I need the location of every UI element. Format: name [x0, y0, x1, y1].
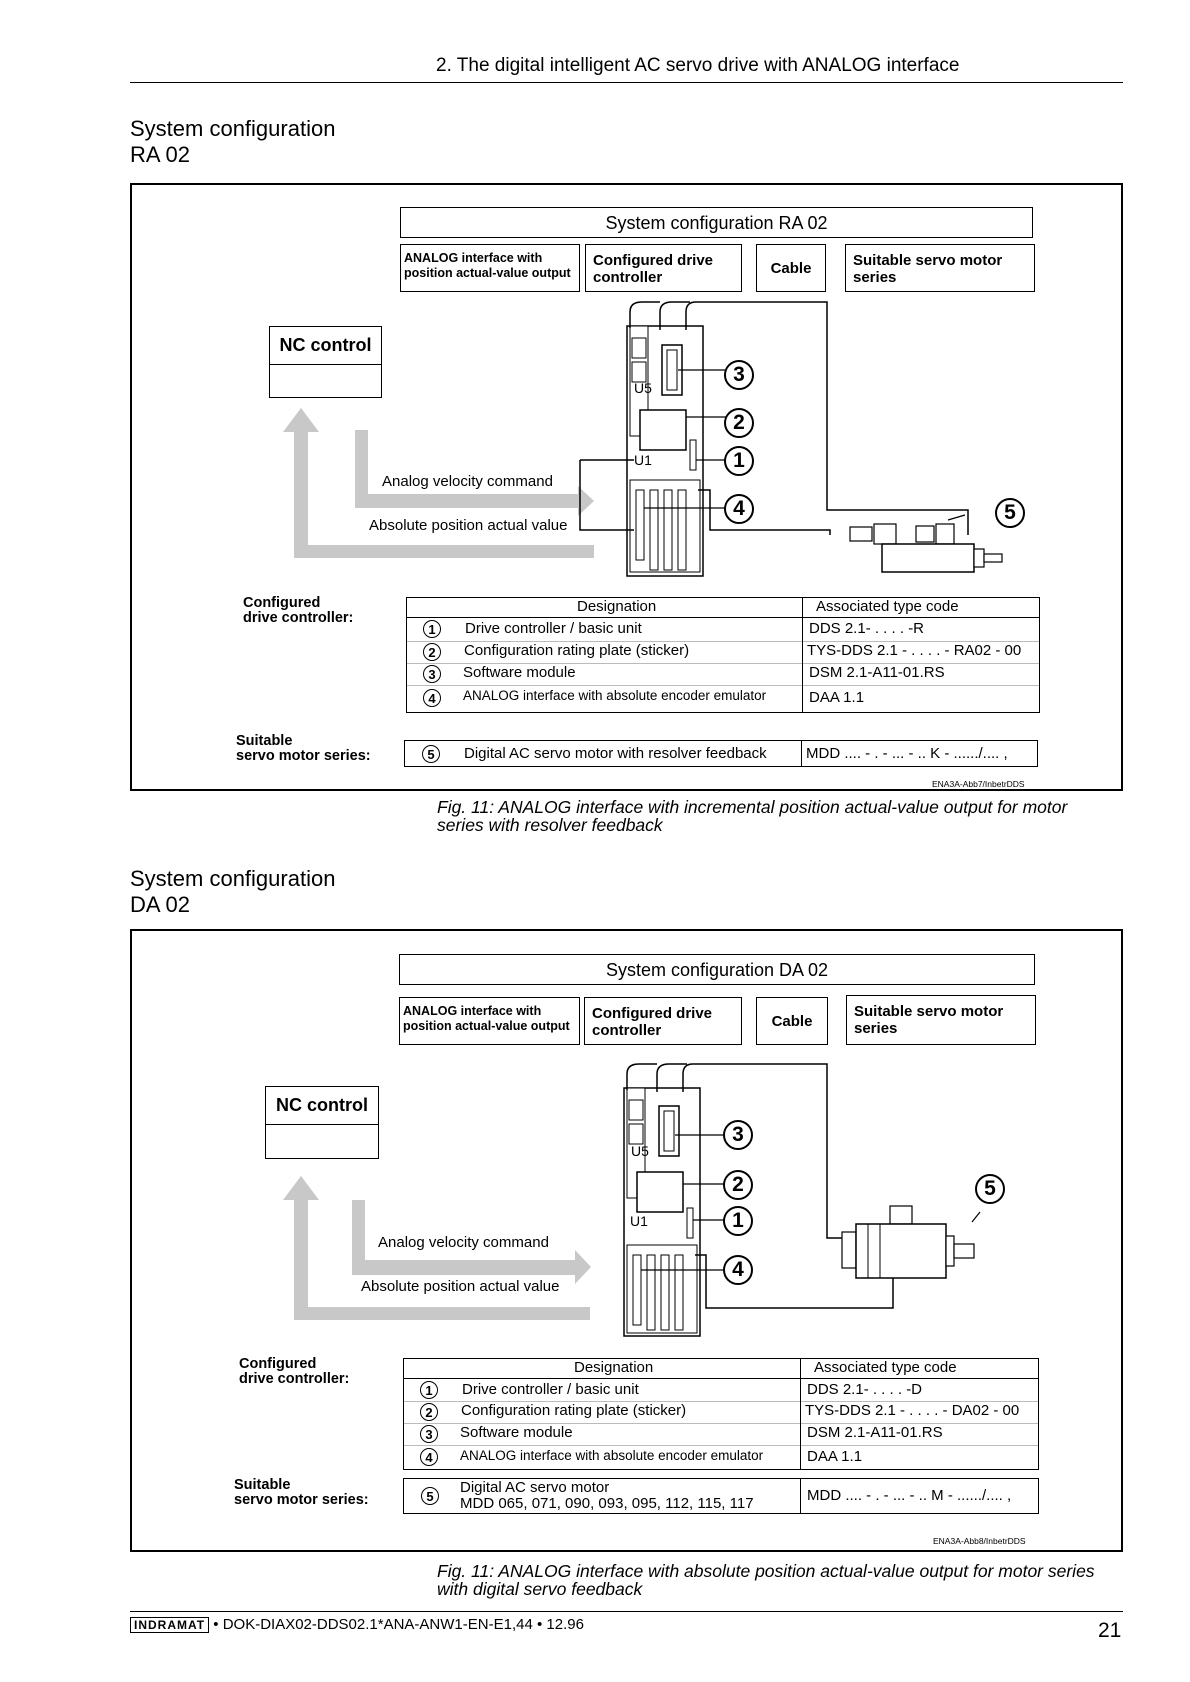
table-row: [404, 1379, 1038, 1402]
suitable-motor-label: [236, 734, 371, 764]
row-type-code: DAA 1.1: [809, 689, 865, 706]
section-title-line2: DA 02: [130, 892, 190, 917]
header-type-code: Associated type code: [816, 598, 959, 615]
configured-label-line1: Configured: [239, 1356, 317, 1372]
figure-caption-ra02: [437, 798, 1117, 834]
section-title-da02: [130, 866, 335, 918]
caption-line1: Fig. 11: ANALOG interface with incremental position actual-value output for motor: [437, 797, 1068, 817]
figure-source-ref: ENA3A-Abb8/InbetrDDS: [933, 1536, 1026, 1546]
analog-velocity-command-label: Analog velocity command: [378, 1234, 549, 1251]
table-row: [404, 1423, 1038, 1446]
row-type-code: TYS-DDS 2.1 - . . . . - DA02 - 00: [805, 1402, 1020, 1419]
column-motor-series: Suitable servo motor series: [845, 244, 1035, 292]
banner-title: System configuration DA 02: [399, 954, 1035, 985]
absolute-position-value-label: Absolute position actual value: [361, 1278, 560, 1295]
row-designation: Configuration rating plate (sticker): [464, 642, 690, 659]
row-type-code: DAA 1.1: [807, 1448, 863, 1465]
indramat-logo: INDRAMAT: [130, 1617, 209, 1633]
motor-table-ra02: [404, 740, 1038, 767]
row-number-badge: 5: [422, 745, 440, 763]
motor-type-code: MDD .... - . - ... - .. M - ....../.... ,: [807, 1487, 1012, 1504]
row-designation: Software module: [463, 664, 576, 681]
designation-table-ra02: [406, 597, 1040, 713]
row-designation: Drive controller / basic unit: [462, 1381, 639, 1398]
callout-3: 3: [724, 360, 754, 390]
caption-line1: Fig. 11: ANALOG interface with absolute position actual-value output for motor series: [437, 1561, 1095, 1581]
column-cable: Cable: [756, 997, 828, 1045]
servo-motor: [856, 1224, 946, 1278]
system-diagram-da02: [130, 1050, 1123, 1345]
rating-plate-sticker: [637, 1172, 683, 1212]
table-row: [404, 1445, 1038, 1469]
resolver-motor: [882, 544, 974, 572]
configured-controller-label: [239, 1357, 349, 1387]
rating-plate-sticker: [640, 410, 686, 450]
motor-table-da02: [403, 1478, 1039, 1514]
row-number-badge: 2: [423, 643, 441, 661]
row-number-badge: 1: [420, 1381, 438, 1399]
header-designation: Designation: [577, 598, 657, 615]
column-analog-interface: ANALOG interface with position actual-value output: [399, 997, 580, 1045]
module-label-u5: U5: [631, 1143, 649, 1159]
callout-2: 2: [724, 408, 754, 438]
section-title-line2: RA 02: [130, 142, 190, 167]
row-number-badge: 4: [420, 1448, 438, 1466]
callout-4: 4: [723, 1255, 753, 1285]
column-analog-interface: ANALOG interface with position actual-value output: [400, 244, 580, 292]
row-type-code: DSM 2.1-A11-01.RS: [807, 1424, 943, 1441]
row-type-code: DDS 2.1- . . . . -D: [807, 1381, 923, 1398]
analog-velocity-command-label: Analog velocity command: [382, 473, 553, 490]
nc-control-label: NC control: [266, 1087, 378, 1125]
table-column-divider: [801, 741, 802, 766]
callout-4: 4: [724, 494, 754, 524]
caption-line2: with digital servo feedback: [437, 1579, 643, 1599]
section-title-ra02: [130, 116, 335, 168]
document-reference: • DOK-DIAX02-DDS02.1*ANA-ANW1-EN-E1,44 • 12.96: [213, 1616, 584, 1633]
header-designation: Designation: [574, 1359, 654, 1376]
suitable-label-line1: Suitable: [234, 1477, 291, 1493]
motor-designation: [460, 1480, 754, 1512]
table-row: [407, 685, 1039, 711]
feedback-arrowhead: [283, 1176, 319, 1200]
module-label-u5: U5: [634, 380, 652, 396]
footer: [130, 1616, 584, 1633]
row-type-code: TYS-DDS 2.1 - . . . . - RA02 - 00: [807, 642, 1022, 659]
row-designation: ANALOG interface with absolute encoder emulator: [463, 688, 767, 703]
column-drive-controller: Configured drive controller: [585, 244, 742, 292]
banner-title: System configuration RA 02: [400, 207, 1033, 238]
nc-control-label: NC control: [270, 327, 381, 365]
suitable-label-line1: Suitable: [236, 733, 293, 749]
figure-caption-da02: [437, 1562, 1117, 1598]
row-type-code: DSM 2.1-A11-01.RS: [809, 664, 945, 681]
configured-label-line2: drive controller:: [239, 1371, 350, 1387]
table-row: [404, 1401, 1038, 1424]
table-row: [407, 618, 1039, 642]
row-designation: ANALOG interface with absolute encoder emulator: [460, 1448, 764, 1463]
running-header: 2. The digital intelligent AC servo drive with ANALOG interface: [436, 55, 960, 76]
callout-5: 5: [975, 1174, 1005, 1204]
row-designation: Software module: [460, 1424, 573, 1441]
section-title-line1: System configuration: [130, 116, 336, 141]
module-label-u1: U1: [634, 452, 652, 468]
callout-5: 5: [995, 498, 1025, 528]
motor-designation: Digital AC servo motor with resolver feedback: [464, 745, 767, 762]
motor-designation-line1: Digital AC servo motor: [460, 1479, 610, 1496]
table-row: [407, 663, 1039, 686]
suitable-motor-label: [234, 1478, 369, 1508]
callout-2: 2: [723, 1170, 753, 1200]
row-designation: Drive controller / basic unit: [465, 620, 642, 637]
motor-type-code: MDD .... - . - ... - .. K - ....../.... ,: [806, 745, 1008, 762]
system-diagram-ra02: [130, 290, 1123, 585]
section-title-line1: System configuration: [130, 866, 336, 891]
column-motor-series: Suitable servo motor series: [846, 995, 1036, 1045]
table-column-divider: [802, 598, 803, 712]
callout-1: 1: [724, 446, 754, 476]
configured-label-line1: Configured: [243, 595, 321, 611]
row-type-code: DDS 2.1- . . . . -R: [809, 620, 925, 637]
page-number: 21: [1098, 1619, 1122, 1642]
table-column-divider: [800, 1359, 801, 1469]
configured-label-line2: drive controller:: [243, 610, 354, 626]
row-number-badge: 5: [421, 1487, 439, 1505]
table-header-row: [407, 598, 1039, 618]
absolute-position-value-label: Absolute position actual value: [369, 517, 568, 534]
suitable-label-line2: servo motor series:: [234, 1492, 369, 1508]
callout-3: 3: [723, 1120, 753, 1150]
table-column-divider: [800, 1479, 801, 1513]
feedback-cable: [698, 490, 830, 535]
table-row: [407, 641, 1039, 664]
row-number-badge: 4: [423, 689, 441, 707]
row-number-badge: 1: [423, 620, 441, 638]
header-type-code: Associated type code: [814, 1359, 957, 1376]
row-number-badge: 3: [420, 1425, 438, 1443]
configured-controller-label: [243, 596, 353, 626]
column-cable: Cable: [756, 244, 826, 292]
table-header-row: [404, 1359, 1038, 1379]
motor-cable: [683, 1064, 842, 1238]
column-drive-controller: Configured drive controller: [584, 997, 742, 1045]
motor-designation-line2: MDD 065, 071, 090, 093, 095, 112, 115, 117: [460, 1495, 754, 1512]
suitable-label-line2: servo motor series:: [236, 748, 371, 764]
designation-table-da02: [403, 1358, 1039, 1470]
header-rule: [130, 82, 1123, 83]
feedback-arrowhead: [283, 408, 319, 432]
footer-rule: [130, 1611, 1123, 1612]
module-label-u1: U1: [630, 1213, 648, 1229]
caption-line2: series with resolver feedback: [437, 815, 663, 835]
figure-source-ref: ENA3A-Abb7/InbetrDDS: [932, 779, 1025, 789]
row-number-badge: 3: [423, 665, 441, 683]
callout-1: 1: [723, 1206, 753, 1236]
row-number-badge: 2: [420, 1403, 438, 1421]
row-designation: Configuration rating plate (sticker): [461, 1402, 687, 1419]
